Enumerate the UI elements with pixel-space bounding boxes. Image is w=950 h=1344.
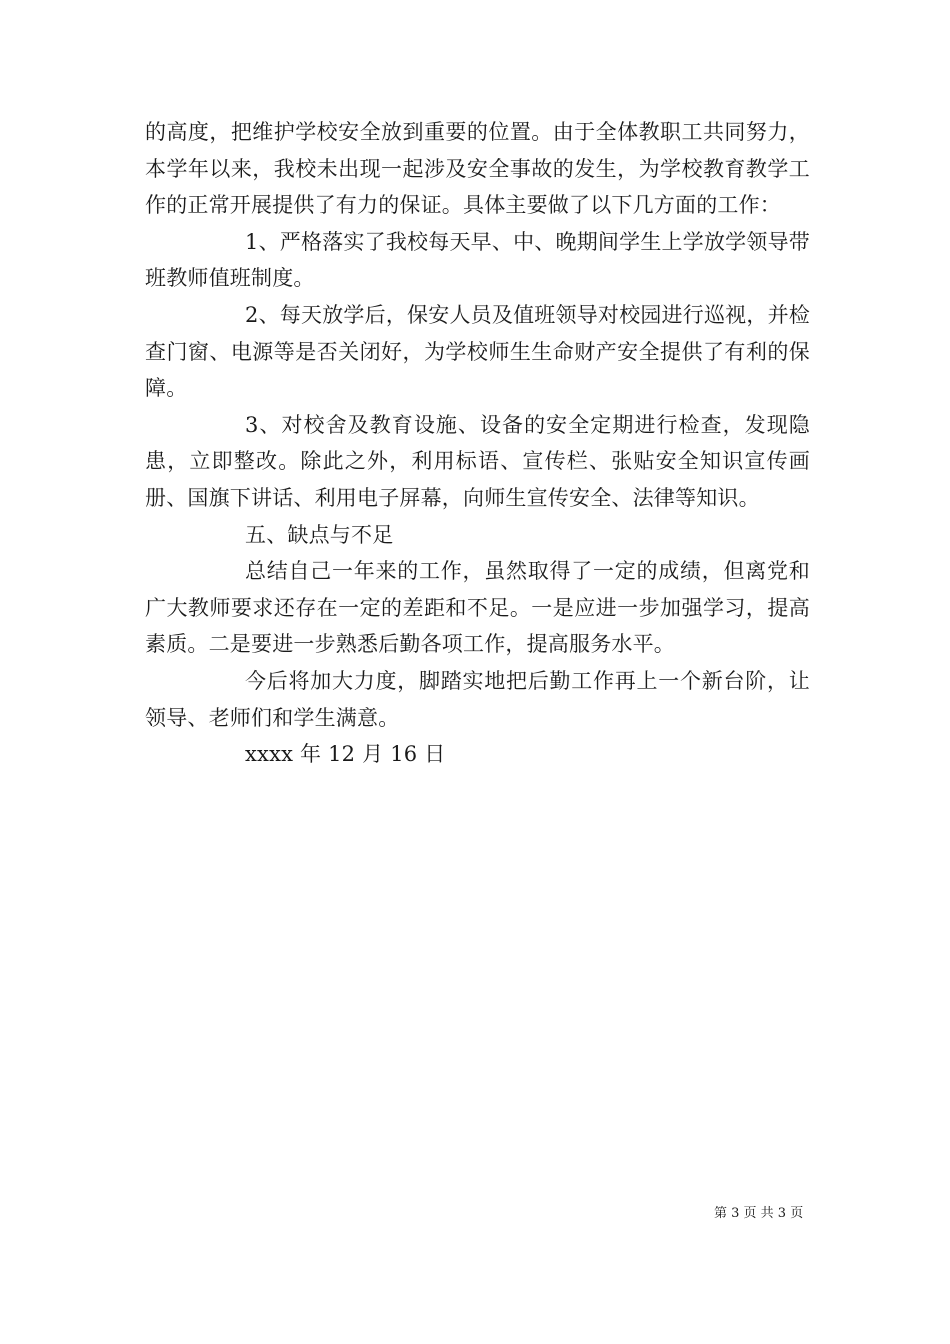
section-heading-shortcomings: 五、缺点与不足 <box>245 522 394 547</box>
list-item-duty-system: 1、严格落实了我校每天早、中、晚期间学生上学放学领导带班教师值班制度。 <box>145 229 810 291</box>
document-date: xxxx 年 12 月 16 日 <box>245 742 446 767</box>
list-item-patrol: 2、每天放学后，保安人员及值班领导对校园进行巡视，并检查门窗、电源等是否关闭好，为学校师生生命财产安全提供了有利的保障。 <box>145 302 810 401</box>
list-item-inspection: 3、对校舍及教育设施、设备的安全定期进行检查，发现隐患，立即整改。除此之外，利用标语、宣传栏、张贴安全知识宣传画册、国旗下讲话、利用电子屏幕，向师生宣传安全、法律等知识。 <box>145 412 810 510</box>
paragraph-safety-intro: 的高度，把维护学校安全放到重要的位置。由于全体教职工共同努力，本学年以来，我校未出现一起涉及安全事故的发生，为学校教育教学工作的正常开展提供了有力的保证。具体主要做了以下几方面的工作： <box>145 120 810 218</box>
document-body <box>145 114 810 773</box>
paragraph-shortcomings: 总结自己一年来的工作，虽然取得了一定的成绩，但离党和广大教师要求还存在一定的差距和不足。一是应进一步加强学习，提高素质。二是要进一步熟悉后勤各项工作，提高服务水平。 <box>145 559 810 657</box>
page-number-footer: 第 3 页 共 3 页 <box>714 1206 804 1221</box>
paragraph-outlook: 今后将加大力度，脚踏实地把后勤工作再上一个新台阶，让领导、老师们和学生满意。 <box>145 668 810 730</box>
